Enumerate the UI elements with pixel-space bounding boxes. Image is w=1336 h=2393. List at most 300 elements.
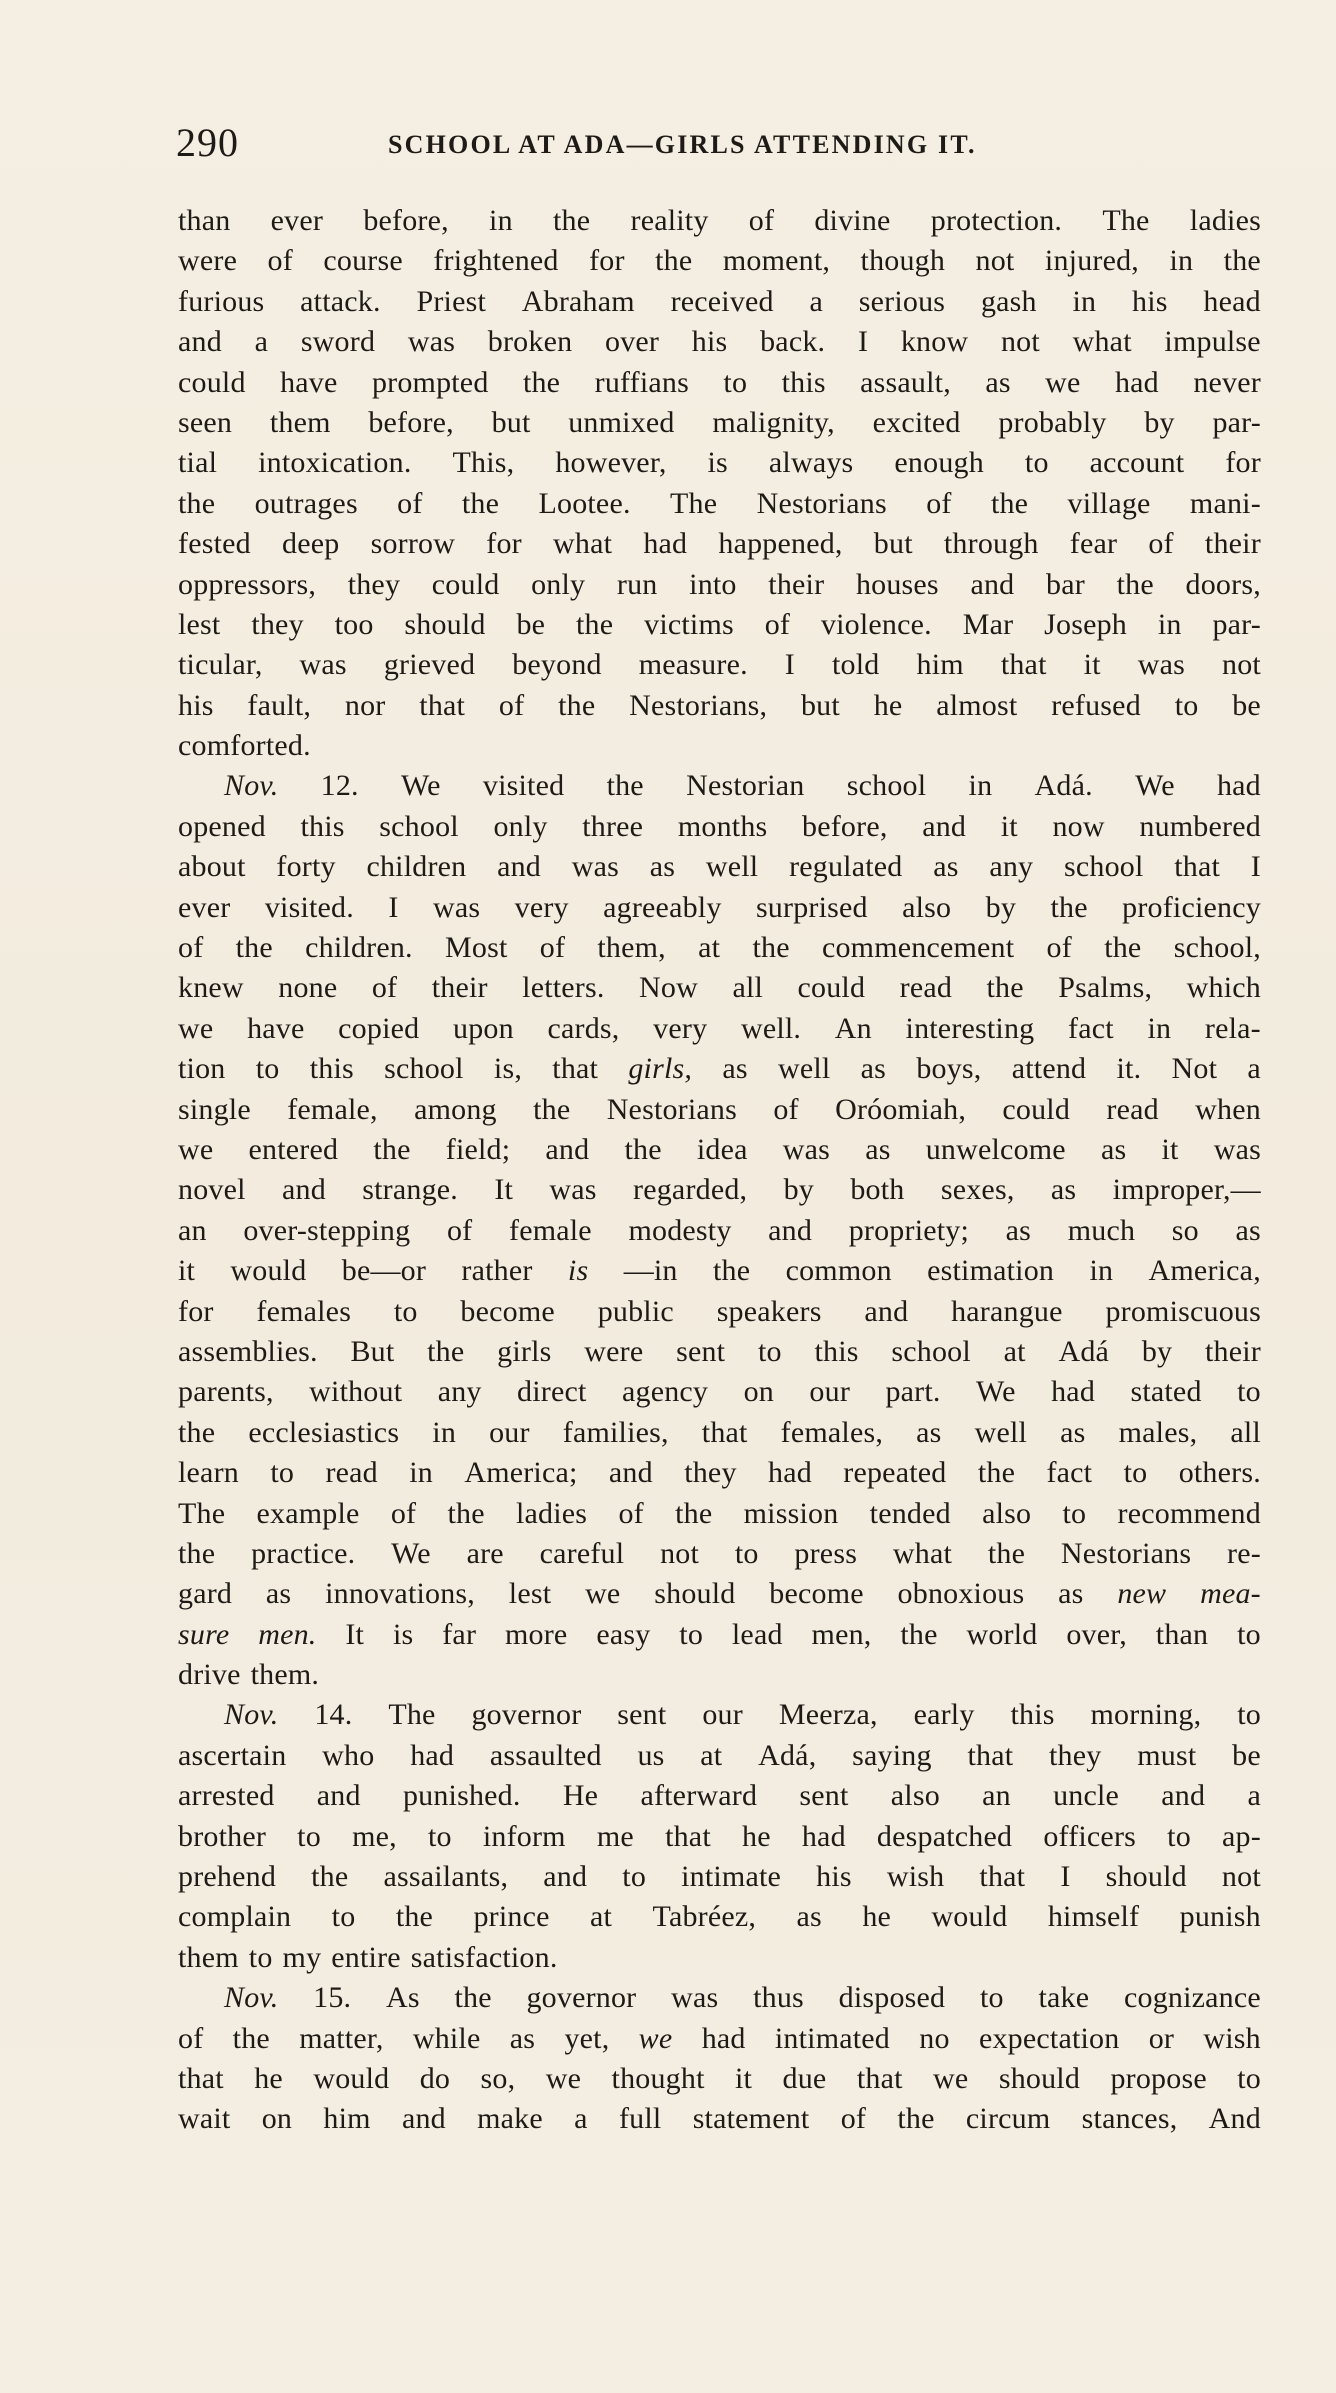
word: to: [393, 1294, 418, 1328]
word: at: [1003, 1334, 1026, 1368]
word: This,: [452, 446, 515, 480]
word: that: [665, 1819, 711, 1853]
word: the: [178, 1415, 216, 1449]
word: measure.: [638, 648, 748, 682]
word: It: [345, 1617, 365, 1651]
word: a: [1247, 1052, 1261, 1086]
word: be: [516, 607, 546, 641]
word: tended: [869, 1496, 951, 1530]
word: agreeably: [603, 890, 722, 924]
word: females,: [780, 1415, 884, 1449]
word: men.: [258, 1617, 317, 1651]
word: fact: [1046, 1456, 1093, 1490]
word: is,: [493, 1052, 523, 1086]
word: lest: [178, 607, 221, 641]
text-line: [178, 888, 1261, 928]
word: punished.: [402, 1779, 521, 1813]
word: par-: [1212, 405, 1261, 439]
word: broken: [487, 325, 573, 359]
word: the: [987, 1536, 1026, 1570]
word: Adá: [1058, 1334, 1110, 1368]
word: make: [477, 2102, 543, 2136]
word: part.: [885, 1375, 941, 1409]
word: opened: [178, 809, 266, 843]
word: their: [1204, 527, 1261, 561]
word: the: [395, 1900, 434, 1934]
word: Adá.: [1034, 769, 1093, 803]
word: of: [748, 204, 775, 237]
text-line: [178, 565, 1261, 605]
word: for: [486, 527, 522, 561]
word: wish: [886, 1860, 945, 1894]
word: was: [671, 1981, 719, 2015]
word: the: [232, 2021, 270, 2055]
word: agency: [621, 1375, 709, 1409]
word: was: [571, 850, 620, 884]
word: Now: [639, 971, 698, 1005]
word: to: [1237, 1375, 1261, 1409]
word: learn: [178, 1456, 239, 1490]
word: be—or: [341, 1254, 427, 1288]
text-line: [178, 928, 1261, 968]
word: reality: [630, 204, 709, 237]
word: more: [505, 1617, 568, 1651]
word: have: [280, 365, 338, 399]
word: tion: [178, 1052, 226, 1086]
word: careful: [539, 1536, 625, 1570]
word: are: [466, 1536, 504, 1570]
word: and: [1161, 1779, 1206, 1813]
word: was: [299, 648, 347, 682]
word: rather: [461, 1254, 533, 1288]
word: example: [256, 1496, 360, 1530]
word: so: [1171, 1213, 1199, 1247]
word: which: [1186, 971, 1261, 1005]
word: idea: [696, 1132, 748, 1166]
word: had: [768, 1456, 812, 1490]
text-line: [178, 1413, 1261, 1453]
word: doors,: [1185, 567, 1261, 601]
word: easy: [596, 1617, 651, 1651]
word: to: [1174, 688, 1199, 722]
word: is: [392, 1617, 414, 1651]
word: as: [722, 1052, 748, 1086]
word: this: [309, 1052, 354, 1086]
page-header: [176, 118, 1156, 168]
word: the: [461, 486, 500, 520]
word: an: [178, 1213, 207, 1247]
word: repeated: [843, 1456, 947, 1490]
word: ladies: [1189, 204, 1261, 237]
word: who: [322, 1738, 375, 1772]
word: my: [282, 1940, 322, 1974]
word: ap-: [1222, 1819, 1261, 1853]
word: he: [254, 2061, 283, 2095]
word: should: [998, 2061, 1081, 2095]
word: Nestorian: [686, 769, 805, 803]
word: not: [975, 244, 1015, 278]
word: read: [1106, 1092, 1159, 1126]
word: the: [533, 1092, 571, 1126]
word: the: [712, 1254, 751, 1288]
word: by: [783, 1173, 815, 1207]
word: seen: [178, 405, 233, 439]
word: all: [1230, 1415, 1261, 1449]
word: Mar: [962, 607, 1014, 641]
word: deep: [282, 527, 340, 561]
word: could: [797, 971, 866, 1005]
word: forty: [276, 850, 336, 884]
word: this: [1010, 1698, 1055, 1732]
word: I: [784, 648, 795, 682]
word: But: [350, 1334, 395, 1368]
word: the: [311, 1860, 349, 1894]
word: ticular,: [178, 648, 263, 682]
word: stated: [1130, 1375, 1202, 1409]
word: me: [596, 1819, 634, 1853]
word: to: [1062, 1496, 1087, 1530]
word: account: [1089, 446, 1185, 480]
word: America;: [464, 1456, 578, 1490]
word: lead: [731, 1617, 783, 1651]
word: his: [691, 325, 728, 359]
word: and: [282, 1173, 326, 1207]
word: their: [431, 971, 488, 1005]
word: on: [261, 2102, 293, 2136]
word: uncle: [1053, 1779, 1120, 1813]
word: on: [743, 1375, 774, 1409]
word: females: [256, 1294, 352, 1328]
text-line: [178, 524, 1261, 564]
word: malignity,: [712, 405, 835, 439]
word: the: [576, 607, 614, 641]
word: we: [585, 1577, 621, 1611]
word: gard: [178, 1577, 233, 1611]
word: that: [552, 1052, 599, 1086]
text-line: [178, 807, 1261, 847]
word: improper,—: [1112, 1173, 1261, 1207]
word: to: [427, 1819, 452, 1853]
word: Nestorians: [756, 486, 887, 520]
word: afterward: [640, 1779, 758, 1813]
word: furious: [178, 284, 265, 318]
word: of: [371, 971, 398, 1005]
text-line: [178, 1817, 1261, 1857]
word: and: [608, 1456, 653, 1490]
word: that: [178, 2061, 224, 2095]
word: men,: [811, 1617, 872, 1651]
word: 12.: [320, 769, 359, 803]
word: as: [1050, 1173, 1077, 1207]
word: ruffians: [594, 365, 689, 399]
word: statement: [692, 2102, 810, 2136]
word: We: [976, 1375, 1016, 1409]
word: all: [732, 971, 764, 1005]
word: had: [701, 2021, 746, 2055]
word: very: [514, 890, 569, 924]
word: only: [531, 567, 586, 601]
text-line: [178, 1170, 1261, 1210]
word: him: [916, 648, 964, 682]
word: fault,: [247, 688, 312, 722]
word: ladies: [516, 1496, 588, 1530]
word: of: [267, 244, 293, 278]
word: always: [768, 446, 854, 480]
text-line: [178, 1453, 1261, 1493]
word: course: [323, 244, 403, 278]
word: knew: [178, 971, 244, 1005]
word: the: [752, 931, 790, 965]
word: should: [654, 1577, 736, 1611]
word: the: [1116, 567, 1154, 601]
word: his: [178, 688, 214, 722]
word: that: [701, 1415, 748, 1449]
word: in: [1089, 1254, 1114, 1288]
word: re-: [1227, 1536, 1261, 1570]
word: should: [404, 607, 486, 641]
word: children: [366, 850, 467, 884]
word: his: [1132, 284, 1168, 318]
word: expectation: [978, 2021, 1120, 2055]
word: become: [460, 1294, 555, 1328]
text-line: [178, 1009, 1261, 1049]
word: well: [974, 1415, 1028, 1449]
word: the: [655, 244, 693, 278]
word: the: [986, 971, 1024, 1005]
word: of: [773, 1092, 799, 1126]
word: As: [385, 1981, 420, 2015]
word: received: [670, 284, 774, 318]
word: girls,: [628, 1052, 693, 1086]
word: the: [897, 2102, 935, 2136]
word: before,: [368, 405, 454, 439]
word: both: [850, 1173, 905, 1207]
word: harangue: [951, 1294, 1063, 1328]
word: that: [419, 688, 466, 722]
word: and: [545, 1132, 590, 1166]
word: when: [1195, 1092, 1261, 1126]
word: me,: [352, 1819, 397, 1853]
word: it: [1161, 1132, 1179, 1166]
word: much: [1067, 1213, 1136, 1247]
text-line: [178, 403, 1261, 443]
word: had: [1051, 1375, 1096, 1409]
word: disposed: [838, 1981, 946, 2015]
word: without: [309, 1375, 403, 1409]
word: public: [597, 1294, 674, 1328]
word: were: [178, 244, 238, 278]
word: almost: [936, 688, 1018, 722]
word: enough: [894, 446, 984, 480]
word: of: [764, 607, 791, 641]
word: morning,: [1090, 1698, 1202, 1732]
word: not: [1000, 325, 1040, 359]
word: girls: [497, 1334, 552, 1368]
word: should: [1105, 1860, 1187, 1894]
word: the: [235, 931, 273, 965]
word: as: [649, 850, 676, 884]
text-line: [178, 484, 1261, 524]
word: propriety;: [848, 1213, 970, 1247]
word: were: [584, 1334, 644, 1368]
word: mani-: [1189, 486, 1261, 520]
word: in: [1169, 244, 1194, 278]
word: than: [1155, 1617, 1209, 1651]
text-line: [178, 686, 1261, 726]
word: And: [1208, 2102, 1261, 2136]
word: drive: [178, 1658, 241, 1692]
word: not: [1221, 1860, 1261, 1894]
word: and: [178, 325, 222, 359]
word: while: [412, 2021, 481, 2055]
word: despatched: [876, 1819, 1013, 1853]
word: novel: [178, 1173, 246, 1207]
word: divine: [814, 204, 891, 237]
word: practice.: [251, 1536, 356, 1570]
word: before,: [802, 809, 888, 843]
word: would: [931, 1900, 1008, 1934]
word: could: [178, 365, 246, 399]
word: fear: [1069, 527, 1118, 561]
word: to: [980, 1981, 1004, 2015]
word: into: [689, 567, 737, 601]
text-line: [178, 1534, 1261, 1574]
word: I: [1250, 850, 1261, 884]
word: in: [1157, 607, 1182, 641]
word: beyond: [512, 648, 602, 682]
word: houses: [855, 567, 939, 601]
word: promiscuous: [1105, 1294, 1261, 1328]
word: Joseph: [1044, 607, 1128, 641]
word: ever: [178, 890, 231, 924]
word: and: [401, 2102, 446, 2136]
word: children.: [305, 931, 413, 965]
running-head: SCHOOL AT ADA—GIRLS ATTENDING IT.: [388, 130, 977, 159]
word: be: [1232, 1738, 1261, 1772]
word: the: [977, 1456, 1016, 1490]
text-line: [178, 322, 1261, 362]
word: it: [1000, 809, 1018, 843]
word: this: [814, 1334, 859, 1368]
word: they: [347, 567, 401, 601]
word: of: [840, 2102, 867, 2136]
word: rela-: [1204, 1011, 1261, 1045]
word: school: [1064, 850, 1144, 884]
text-line: [178, 1211, 1261, 1251]
word: thus: [753, 1981, 804, 2015]
word: as: [1005, 1213, 1032, 1247]
word: this: [300, 809, 345, 843]
word: due: [782, 2061, 827, 2095]
word: as: [1060, 1415, 1086, 1449]
word: Abraham: [521, 284, 635, 318]
word: as: [1058, 1577, 1084, 1611]
word: Oróomiah,: [835, 1092, 967, 1126]
word: sent: [617, 1698, 667, 1732]
word: very: [653, 1011, 708, 1045]
word: now: [1052, 809, 1105, 843]
word: excited: [872, 405, 961, 439]
text-line: [178, 1130, 1261, 1170]
word: as: [265, 1577, 292, 1611]
word: America,: [1148, 1254, 1261, 1288]
word: I: [857, 325, 869, 359]
word: to: [248, 1940, 273, 1974]
word: Not: [1171, 1052, 1218, 1086]
text-line: [178, 1938, 1261, 1978]
word: speakers: [716, 1294, 822, 1328]
word: letters.: [522, 971, 605, 1005]
word: of: [178, 2021, 204, 2055]
word: as: [916, 1415, 942, 1449]
word: the: [373, 1132, 411, 1166]
word: a: [1247, 1779, 1261, 1813]
word: school: [384, 1052, 464, 1086]
word: cognizance: [1124, 1981, 1261, 2015]
word: had: [801, 1819, 846, 1853]
word: in: [489, 204, 513, 237]
word: know: [900, 325, 969, 359]
word: intimated: [774, 2021, 890, 2055]
word: female,: [287, 1092, 378, 1126]
word: far: [442, 1617, 477, 1651]
word: par-: [1212, 607, 1261, 641]
word: probably: [998, 405, 1107, 439]
word: The: [670, 486, 718, 520]
word: serious: [858, 284, 946, 318]
word: only: [493, 809, 548, 843]
word: we: [178, 1011, 214, 1045]
word: a: [809, 284, 824, 318]
word: numbered: [1139, 809, 1261, 843]
word: the: [427, 1334, 465, 1368]
word: prince: [473, 1900, 550, 1934]
word: field;: [445, 1132, 511, 1166]
word: intimate: [681, 1860, 782, 1894]
word: cards,: [547, 1011, 620, 1045]
word: the: [178, 1536, 216, 1570]
word: but: [491, 405, 531, 439]
text-line: [178, 766, 1261, 806]
word: have: [247, 1011, 305, 1045]
word: to: [757, 1334, 782, 1368]
word: nor: [344, 688, 386, 722]
word: us: [637, 1738, 665, 1772]
word: modesty: [628, 1213, 732, 1247]
word: it: [1083, 648, 1101, 682]
word: no: [919, 2021, 950, 2055]
word: matter,: [299, 2021, 384, 2055]
word: also: [982, 1496, 1032, 1530]
text-line: [178, 1292, 1261, 1332]
word: attend: [1011, 1052, 1087, 1086]
word: tial: [178, 446, 218, 480]
word: read: [325, 1456, 378, 1490]
word: well: [705, 850, 759, 884]
word: others.: [1178, 1456, 1261, 1490]
word: before,: [363, 204, 449, 237]
word: the: [1223, 244, 1261, 278]
word: school: [891, 1334, 971, 1368]
word: what: [553, 527, 613, 561]
word: new: [1117, 1577, 1167, 1611]
word: them: [178, 1940, 239, 1974]
word: back.: [760, 325, 826, 359]
word: single: [178, 1092, 251, 1126]
word: regarded,: [633, 1173, 748, 1207]
word: for: [589, 244, 625, 278]
word: intoxication.: [258, 446, 412, 480]
